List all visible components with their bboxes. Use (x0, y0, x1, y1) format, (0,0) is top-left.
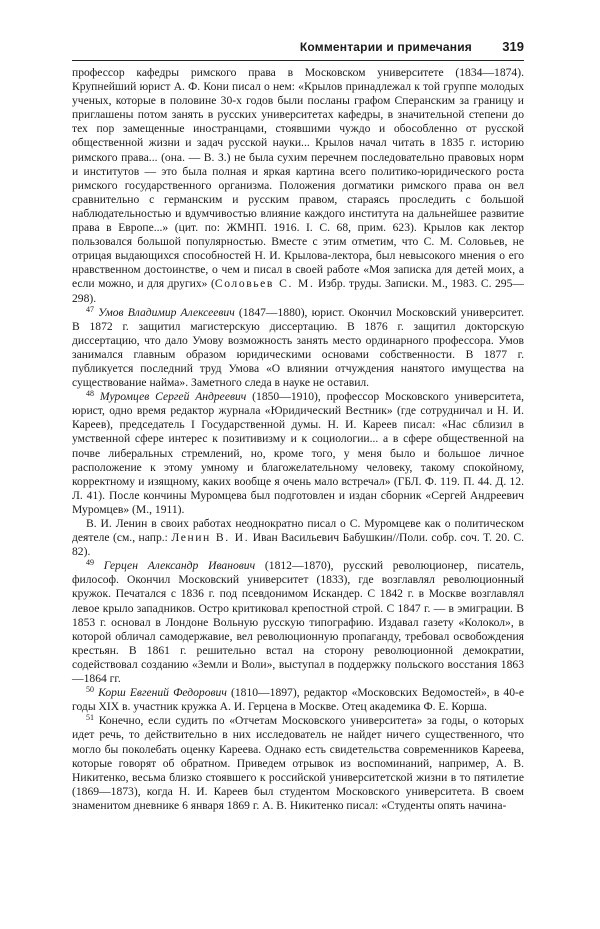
paragraph-text: (1847—1880), юрист. Окончил Московский университет. В 1872 г. защитил магистерскую диссертацию. В 1876 г. защитил докторскую диссертацию, что дало Умову возможность занять место ординарного профессора. Умов занимался главным образом юридическими основами собственности. В 1877 г. публикуется последний труд Умова «О влиянии отчуждения нанятого имущества на существование найма». Заметного следа в науке не оставил. (72, 305, 524, 390)
header-rule (72, 60, 524, 61)
footnote-number: 50 (86, 685, 94, 695)
paragraph-text: (1850—1910), профессор Московского университета, юрист, одно время редактор журнала «Юридический Вестник» (где сотрудничал и Н. И. Кареев), председатель I Государственной думы. Н. И. Кареев писал: «Нас сблизил в умственной сфере интерес к позитивизму и к социологии... а в сфере общественной на почве либеральных стремлений, но, кроме того, у меня было и большое личное расположение к этому умному и благожелательному человеку, такому спокойному, корректному и изящному, каких вообще я очень мало встречал» (ГБЛ. Ф. 119. П. 44. Д. 12. Л. 41). После кончины Муромцева был подготовлен и издан сборник «Сергей Андреевич Муромцев» (М., 1911). (72, 390, 524, 516)
person-name: Муромцев Сергей Андреевич (99, 390, 247, 404)
page-number: 319 (502, 39, 524, 54)
footnote-number: 47 (86, 304, 94, 314)
footnote-number: 51 (86, 713, 94, 723)
footnote-50 (72, 686, 524, 714)
paragraph-text: Конечно, если судить по «Отчетам Московского университета» за годы, о которых идет речь, то действительно в них исследователь не найдет ничего существенного, что могло бы поколебать оценку Кареева. Однако есть свидетельства современников Кареева, которые говорят об обратном. Приведем отрывок из воспоминаний, например, А. В. Никитенко, весьма близко стоявшего к российской университетской жизни в то пятилетие (1869—1873), когда Н. И. Кареев был студентом Московского университета. В своем знаменитом дневнике 6 января 1869 г. А. В. Никитенко писал: «Студенты опять начина- (72, 714, 524, 812)
paragraph-text: (1810—1897), редактор «Московских Ведомостей», в 40-е годы XIX в. участник кружка А. И. Герцена в Москве. Отец академика Ф. Е. Корша. (72, 686, 525, 714)
person-name: Корш Евгений Федорович (98, 686, 227, 700)
footnote-number: 48 (86, 389, 94, 399)
paragraph-continuation (72, 66, 524, 306)
person-name: Умов Владимир Алексеевич (98, 305, 235, 319)
footnote-49 (72, 559, 524, 686)
paragraph-text: В. И. Ленин в своих работах неоднократно писал о С. Муромцеве как о политическом деятеле (см., напр.: (72, 517, 524, 545)
paragraph-text: (1812—1870), русский революционер, писатель, философ. Окончил Московский университет (1833), где возглавлял революционный кружок. Печатался с 1836 г. под псевдонимом Искандер. С 1842 г. в Москве возглавлял левое крыло западников. Остро критиковал крепостной строй. С 1847 г. — в эмиграции. В 1853 г. основал в Лондоне Вольную русскую типографию. Издавал газету «Колокол», в которой обличал самодержавие, вел революционную пропаганду, требовал освобождения крестьян. В 1861 г. решительно встал на сторону революционной демократии, содействовал созданию «Земли и Воли», выступал в поддержку польского восстания 1863—1864 гг. (72, 559, 524, 686)
paragraph-tail: Избр. труды. Записки. М., 1983. С. 295—298). (72, 277, 524, 305)
spaced-author: Ленин В. И. (171, 531, 250, 545)
footnote-47 (72, 306, 524, 391)
spaced-author: Соловьев С. М. (214, 277, 315, 291)
paragraph-lenin (72, 517, 524, 559)
paragraph-tail: Иван Васильевич Бабушкин//Поли. собр. соч. Т. 20. С. 82). (72, 531, 525, 559)
page-body (72, 66, 524, 813)
footnote-48 (72, 390, 524, 517)
footnote-number: 49 (86, 558, 94, 568)
running-title: Комментарии и примечания (299, 40, 472, 54)
page-header (72, 36, 524, 58)
person-name: Герцен Александр Иванович (103, 559, 256, 573)
footnote-51 (72, 714, 524, 813)
paragraph-text: профессор кафедры римского права в Московском университете (1834—1874). Крупнейший юрист А. Ф. Кони писал о нем: «Крылов принадлежал к той группе молодых ученых, которые в половине 30-х годов были посланы графом Сперанским за границу и приглашены потом занять в русских университетах кафедры, в значительной степени до тех пор замещенные иностранцами, стоявшими чуждо и обособленно от русской общественной жизни и задач русской науки... Крылов начал читать в 1835 г. историю римского права... (она. — В. З.) не была сухим перечнем последовательно правовых норм и институтов — это была полная и яркая картина всего политико-юридического роста римского государственного организма. Положения догматики римского права он вел сравнительно с германским и русским правом, стараясь проследить с большой наблюдательностью и вдумчивостью влияние каждого института на дальнейшее развитие права в Европе...» (цит. по: ЖМНП. 1916. I. С. 68, прим. 623). Крылов как лектор пользовался большой популярностью. Вместе с этим отметим, что С. М. Соловьев, не отрицая выдающихся способностей Н. И. Крылова-лектора, был невысокого мнения о его нравственном достоинстве, о чем и писал в своей работе «Моя записка для детей моих, а если можно, и для других» ( (72, 66, 524, 291)
